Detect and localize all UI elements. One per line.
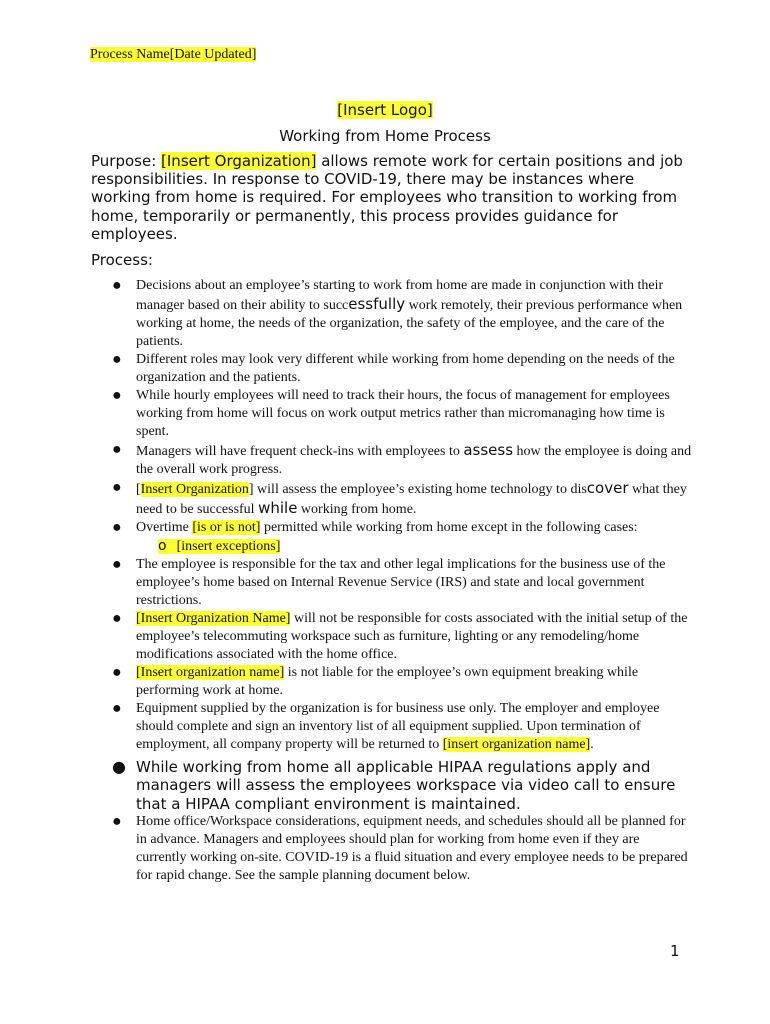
- item-text: essfully: [348, 295, 406, 313]
- item-text: The employee is responsible for the tax and other legal implications for the business use of the employee’s home based on Internal Revenue Service (IRS) and state and local government restrictions.: [136, 557, 666, 608]
- bullet-icon: ●: [112, 441, 122, 458]
- org-name-placeholder: [Insert Organization Name]: [136, 611, 291, 626]
- org-name-placeholder: [Insert organization name]: [136, 665, 285, 680]
- item-text: ] will assess the employee’s existing home technology to dis: [248, 482, 587, 497]
- item-text: is not liable for the employee’s own equipment breaking while performing work at home.: [136, 665, 639, 698]
- header-process-name: Process Name[Date Updated]: [90, 47, 257, 62]
- list-item: [112, 351, 692, 387]
- exceptions-placeholder: [insert exceptions]: [176, 539, 281, 554]
- bullet-icon: ●: [112, 610, 122, 627]
- logo-text: [Insert Logo]: [337, 101, 433, 119]
- list-item: [112, 556, 692, 610]
- item-text: .: [590, 737, 594, 752]
- list-item: [112, 441, 692, 479]
- logo-placeholder: [0, 101, 770, 119]
- item-text: working from home.: [297, 502, 417, 517]
- item-text: Different roles may look very different while working from home depending on the needs of the organization and the patients.: [136, 352, 675, 385]
- item-text: Decisions about an employee’s starting to work from home are made in conjunction with their manager based on their ability to succ: [136, 278, 664, 313]
- bullet-icon: ●: [112, 757, 126, 776]
- bullet-icon: ●: [112, 556, 122, 573]
- bullet-icon: ●: [112, 277, 122, 294]
- overtime-placeholder: [is or is not]: [192, 520, 261, 535]
- process-list: [112, 277, 692, 885]
- item-text: work remotely, their previous performance when working at home, the needs of the organization, the safety of the employee, and the care of the patients.: [136, 298, 683, 349]
- item-text: permitted while working from home except in the following cases:: [260, 520, 638, 535]
- item-text: what they need to be successful: [136, 482, 687, 517]
- org-name-placeholder: [insert organization name]: [442, 737, 591, 752]
- document-title: Working from Home Process: [279, 127, 491, 145]
- bullet-icon: ●: [112, 519, 122, 536]
- sub-list-item: [136, 537, 692, 556]
- bullet-icon: ●: [112, 813, 122, 831]
- list-item: [112, 610, 692, 664]
- list-item: [112, 479, 692, 519]
- item-text: how the employee is doing and the overall work progress.: [136, 444, 692, 477]
- purpose-label: Purpose:: [91, 152, 162, 170]
- list-item: [112, 277, 692, 351]
- list-item: [112, 387, 692, 441]
- sub-bullet-icon: o: [158, 538, 167, 554]
- list-item: [112, 813, 692, 885]
- list-item: [112, 664, 692, 700]
- bullet-icon: ●: [112, 387, 122, 404]
- item-text: while: [258, 499, 298, 517]
- item-text: While hourly employees will need to track their hours, the focus of management for employees working from home will focus on work output metrics rather than micromanaging how time is spent.: [136, 388, 670, 439]
- bullet-icon: ●: [112, 479, 122, 496]
- purpose-text: allows remote work for certain positions and job responsibilities. In response to COVID-19, there may be instances where working from home is required. For employees who transition to working from home, temporarily or permanently, this process provides guidance for employees.: [91, 152, 683, 243]
- list-item: [112, 700, 692, 754]
- item-text: cover: [586, 479, 629, 497]
- list-item: [112, 519, 692, 556]
- item-text: While working from home all applicable HIPAA regulations apply and managers will assess the employees workspace via video call to ensure that a HIPAA compliant environment is maintained.: [136, 758, 676, 813]
- item-text: Managers will have frequent check-ins with employees to: [136, 444, 464, 459]
- item-text: Equipment supplied by the organization is for business use only. The employer and employee should complete and sign an inventory list of all equipment supplied. Upon termination of employment, all company property will be returned to: [136, 701, 660, 752]
- document-header: [90, 47, 256, 63]
- item-text: Home office/Workspace considerations, equipment needs, and schedules should all be planned for in advance. Managers and employees should plan for working from home even if they are currently working on-site. COVID-19 is a fluid situation and every employee needs to be prepared for rapid change. See the sample planning document below.: [136, 814, 688, 884]
- item-text: [: [136, 482, 141, 497]
- item-text: assess: [463, 441, 514, 459]
- bullet-icon: ●: [112, 700, 122, 717]
- bullet-icon: ●: [112, 664, 122, 681]
- purpose-org-placeholder: [Insert Organization]: [161, 152, 317, 170]
- bullet-icon: ●: [112, 351, 122, 368]
- page-number: 1: [670, 942, 680, 960]
- org-placeholder: Insert Organization: [140, 482, 249, 497]
- purpose-paragraph: [91, 152, 691, 243]
- item-text: Overtime: [136, 520, 193, 535]
- item-text: will not be responsible for costs associated with the initial setup of the employee’s telecommuting workspace such as furniture, lighting or any remodeling/home modifications associated with the home office.: [136, 611, 688, 662]
- list-item: [112, 758, 692, 813]
- process-label: Process:: [91, 251, 153, 269]
